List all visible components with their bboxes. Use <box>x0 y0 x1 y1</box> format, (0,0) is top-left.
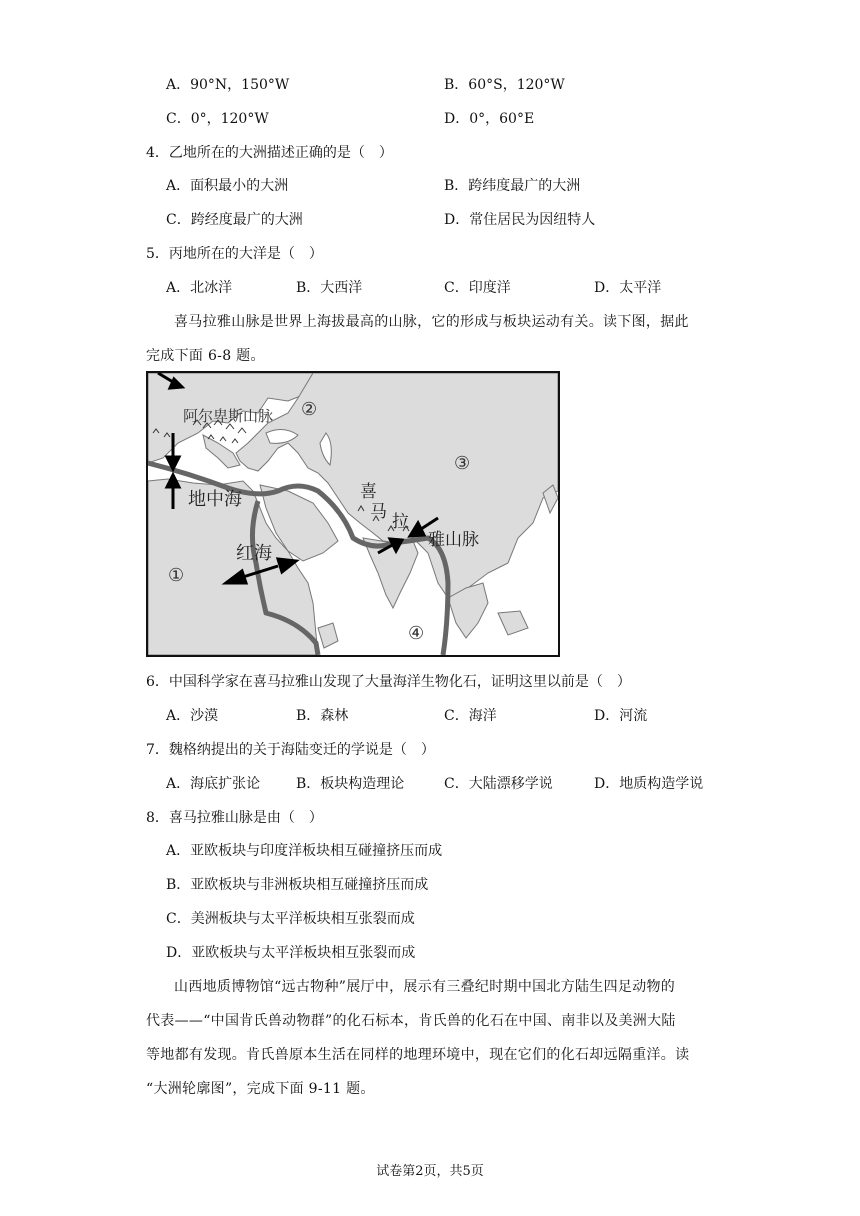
q8-option-c: C．美洲板块与太平洋板块相互张裂而成 <box>166 911 415 927</box>
q7-option-b: B．板块构造理论 <box>296 776 405 792</box>
q3-option-c: C．0°，120°W <box>166 111 269 127</box>
himalaya-label-4: 雅山脉 <box>428 530 479 550</box>
q3-option-a: A．90°N，150°W <box>166 77 290 93</box>
q4-option-d: D．常住居民为因纽特人 <box>444 212 596 228</box>
passage2-line1: 山西地质博物馆“远古物种”展厅中，展示有三叠纪时期中国北方陆生四足动物的 <box>174 979 676 995</box>
q8-option-b: B．亚欧板块与非洲板块相互碰撞挤压而成 <box>166 877 429 893</box>
himalaya-label-1: 喜 <box>360 482 377 502</box>
himalaya-label-3: 拉 <box>392 512 409 532</box>
q8-stem: 8．喜马拉雅山脉是由（ ） <box>146 810 323 826</box>
region-4-label: ④ <box>408 623 425 644</box>
q6-stem: 6．中国科学家在喜马拉雅山发现了大量海洋生物化石，证明这里以前是（ ） <box>146 674 631 690</box>
region-3-label: ③ <box>454 453 471 474</box>
passage1-line1: 喜马拉雅山脉是世界上海拔最高的山脉，它的形成与板块运动有关。读下图，据此 <box>174 314 689 330</box>
region-2-label: ② <box>301 399 318 420</box>
q8-option-a: A．亚欧板块与印度洋板块相互碰撞挤压而成 <box>166 843 443 859</box>
red-sea-label: 红海 <box>236 543 272 564</box>
q6-option-d: D．河流 <box>594 708 648 724</box>
page-footer: 试卷第2页，共5页 <box>376 1164 484 1179</box>
mediterranean-label: 地中海 <box>188 489 242 510</box>
q4-option-b: B．跨纬度最广的大洲 <box>444 178 581 194</box>
passage1-line2: 完成下面 6-8 题。 <box>146 348 265 364</box>
q6-option-b: B．森林 <box>296 708 349 724</box>
q8-option-d: D．亚欧板块与太平洋板块相互张裂而成 <box>166 945 416 961</box>
q4-option-c: C．跨经度最广的大洲 <box>166 212 303 228</box>
passage2-line3: 等地都有发现。肯氏兽原本生活在同样的地理环境中，现在它们的化石却远隔重洋。读 <box>146 1047 690 1063</box>
q5-option-d: D．太平洋 <box>594 280 662 296</box>
region-1-label: ① <box>168 565 185 586</box>
plate-tectonics-map <box>146 371 560 657</box>
passage2-line2: 代表——“中国肯氏兽动物群”的化石标本，肯氏兽的化石在中国、南非以及美洲大陆 <box>146 1013 676 1029</box>
q4-stem: 4．乙地所在的大洲描述正确的是（ ） <box>146 145 393 161</box>
q5-stem: 5．丙地所在的大洋是（ ） <box>146 246 323 262</box>
q6-option-c: C．海洋 <box>444 708 497 724</box>
q7-option-c: C．大陆漂移学说 <box>444 776 553 792</box>
himalaya-label-2: 马 <box>370 502 387 522</box>
q5-option-b: B．大西洋 <box>296 280 363 296</box>
q5-option-a: A．北冰洋 <box>166 280 233 296</box>
q7-option-a: A．海底扩张论 <box>166 776 261 792</box>
passage2-line4: “大洲轮廓图”，完成下面 9-11 题。 <box>146 1081 375 1097</box>
q3-option-d: D．0°，60°E <box>444 111 535 127</box>
q7-stem: 7．魏格纳提出的关于海陆变迁的学说是（ ） <box>146 742 435 758</box>
alps-label: 阿尔卑斯山脉 <box>183 407 274 425</box>
q3-option-b: B．60°S，120°W <box>444 77 565 93</box>
q6-option-a: A．沙漠 <box>166 708 219 724</box>
q4-option-a: A．面积最小的大洲 <box>166 178 289 194</box>
q5-option-c: C．印度洋 <box>444 280 511 296</box>
q7-option-d: D．地质构造学说 <box>594 776 704 792</box>
